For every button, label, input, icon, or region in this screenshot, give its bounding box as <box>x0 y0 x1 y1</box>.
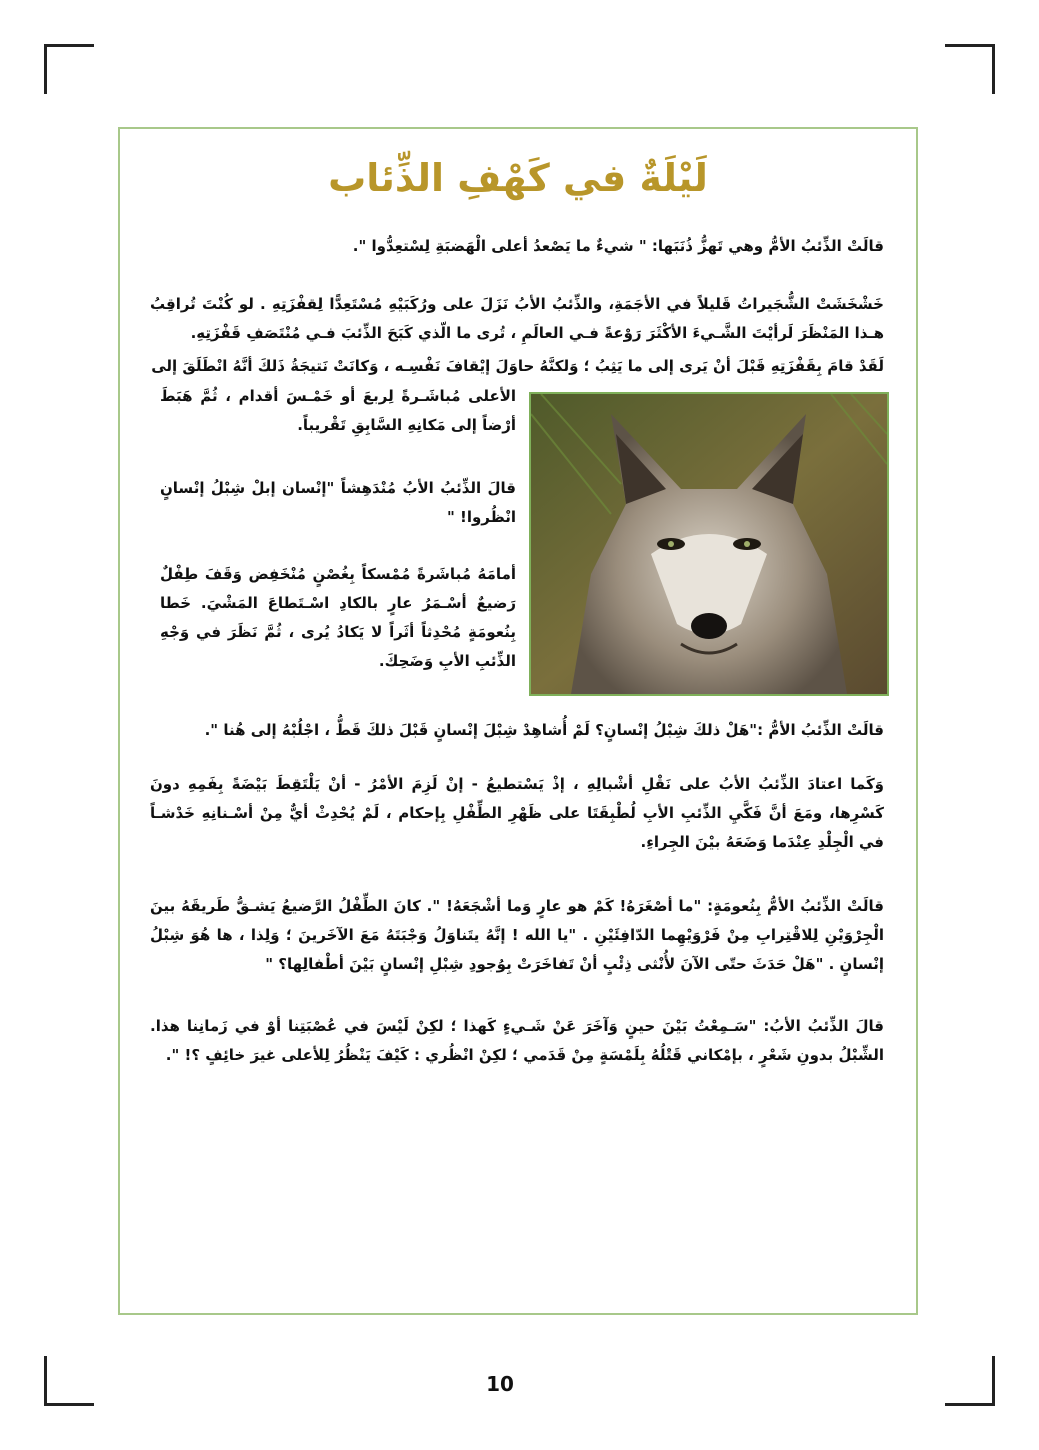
crop-mark-top-left-h <box>44 44 94 47</box>
paragraph-7: قالَتْ الذِّئبُ الأمُّ :"هَلْ ذلكَ شِبْلُ إنْسانٍ؟ لَمْ أُشاهِدْ شِبْلَ إنْسانٍ قَبْلَ ذلكَ قَطُّ ، اجْلُبْهُ إلى هُنا ". <box>204 721 884 739</box>
story-title: لَيْلَةٌ في كَهْفِ الذِّئاب <box>328 156 708 200</box>
crop-mark-bottom-right-v <box>992 1356 995 1406</box>
paragraph-9: قالَتْ الذِّئبُ الأمُّ بِنُعومَةٍ: "ما أصْغَرَهُ! كَمْ هو عارٍ وَما أشْجَعَهُ! ". كانَ الطِّفْلُ الرَّضيعُ يَشـقُّ طَريقَهُ بينَ الْجِرْوَيْنِ لِلاقْتِرابِ مِنْ فَرْوَيْهِما الدّافِئَيْنِ . "يا الله ! إنَّهُ يتَناوَلُ وَجْبَتَهُ مَعَ الآخَرينَ ؛ وَلِذا ، ها هُوَ شِبْلُ إنْسانٍ . "هَلْ حَدَثَ حتّى الآنَ لأُنْثى ذِئْبٍ أنْ تَفاخَرَتْ بِوُجودِ شِبْلِ إنْسانٍ بَيْنَ أطْفالِها؟ " <box>150 897 884 973</box>
page-number: 10 <box>486 1372 514 1396</box>
crop-mark-top-right-v <box>992 44 995 94</box>
crop-mark-bottom-left-v <box>44 1356 47 1406</box>
wolf-photo <box>529 392 889 696</box>
paragraph-2: خَشْخَشَتْ الشُّجَيراتُ قَليلاً في الأجَمَةِ، والذِّئبُ الأبُ نَزَلَ على ورُكَبَيْهِ مُسْتَعِدًّا لِقفْزَتِهِ . لو كُنْتَ تُراقِبُ هـذا المَنْظَرَ لَرأيْتَ الشَّـيءَ الأكْثَرَ رَوْعةً فـي العالَمِ ، تُرى ما الّذي كَبَحَ الذِّئبَ فـي مُنْتَصَفِ قَفْزَتِهِ. <box>150 295 884 342</box>
paragraph-3: لَقَدْ قامَ بِقَفْزَتِهِ قَبْلَ أنْ يَرى إلى ما يَثِبُ ؛ وَلكنَّهُ حاوَلَ إيْقافَ نَفْسِـه ، وَكانَتْ نَتيجَةُ ذَلكَ أنَّهُ انْطَلَقَ إلى <box>151 357 884 375</box>
crop-mark-top-right-h <box>945 44 995 47</box>
paragraph-6: أمامَهُ مُباشَرةً مُمْسكاً بِغُصْنٍ مُنْخَفِض وَقَفَ طِفْلٌ رَضيعٌ أسْـمَرُ عارٍ بالكادِ اسْـتَطاعَ المَشْيَ. خَطا بِنُعومَةٍ مُحْدِثاً أثَراً لا يَكادُ يُرى ، ثُمَّ نَظَرَ في وَجْهِ الذِّئبِ الأبِ وَضَحِكَ. <box>160 565 516 670</box>
paragraph-1: قالَتْ الذِّئبُ الأمُّ وهي تَهزُّ ذُنَبَها: " شيءٌ ما يَصْعدُ أعلى الْهَضبَةِ لِسْتعِدُّوا ". <box>352 237 884 255</box>
crop-mark-bottom-left-h <box>44 1403 94 1406</box>
paragraph-8: وَكَما اعتادَ الذِّئبُ الأبُ على نَقْلِ أشْبالِهِ ، إذْ يَسْتطيعُ - إنْ لَزِمَ الأمْرُ - أنْ يَلْتَقِطَ بَيْضَةً بِفَمِهِ دونَ كَسْرِها، ومَعَ أنَّ فَكَّيِ الذِّئبِ الأبِ لُطْبِقَتَا على ظَهْرِ الطِّفْلِ بِإحكام ، لَمْ يُحْدِثْ أيٌّ مِنْ أسْـنانِهِ خَدْشـاً في الْجِلْدِ عِنْدَما وَضَعَهُ بيْنَ الجِراءِ. <box>150 775 884 851</box>
wolf-image <box>531 394 887 694</box>
paragraph-10: قالَ الذِّئبُ الأبُ: "سَـمِعْتُ بَيْنَ حينٍ وَآخَرَ عَنْ شَـيءٍ كَهذا ؛ لكِنْ لَيْسَ في عُصْبَتِنا أوْ في زَمانِنا هذا. الشِّبْلُ بدونِ شَعْرٍ ، بإمْكاني قَتْلُهُ بِلَمْسَةٍ مِنْ قَدَمي ؛ لكِنْ انْظُري : كَيْفَ يَنْظُرُ لِلأعلى غيرَ خائِفٍ ؟! ". <box>150 1017 884 1064</box>
crop-mark-bottom-right-h <box>945 1403 995 1406</box>
crop-mark-top-left-v <box>44 44 47 94</box>
paragraph-5: قالَ الذِّئبُ الأبُ مُنْدَهِشاً "إنْسان إبلْ شِبْلُ إنْسانٍ انْظُروا! " <box>160 479 516 526</box>
paragraph-4: الأعلى مُباشَـرةً لِربعَ أو خَمْـسَ أقدام ، ثُمَّ هَبَطَ أرْضاً إلى مَكانِهِ السَّابِقِ تَقْريباً. <box>160 387 516 434</box>
